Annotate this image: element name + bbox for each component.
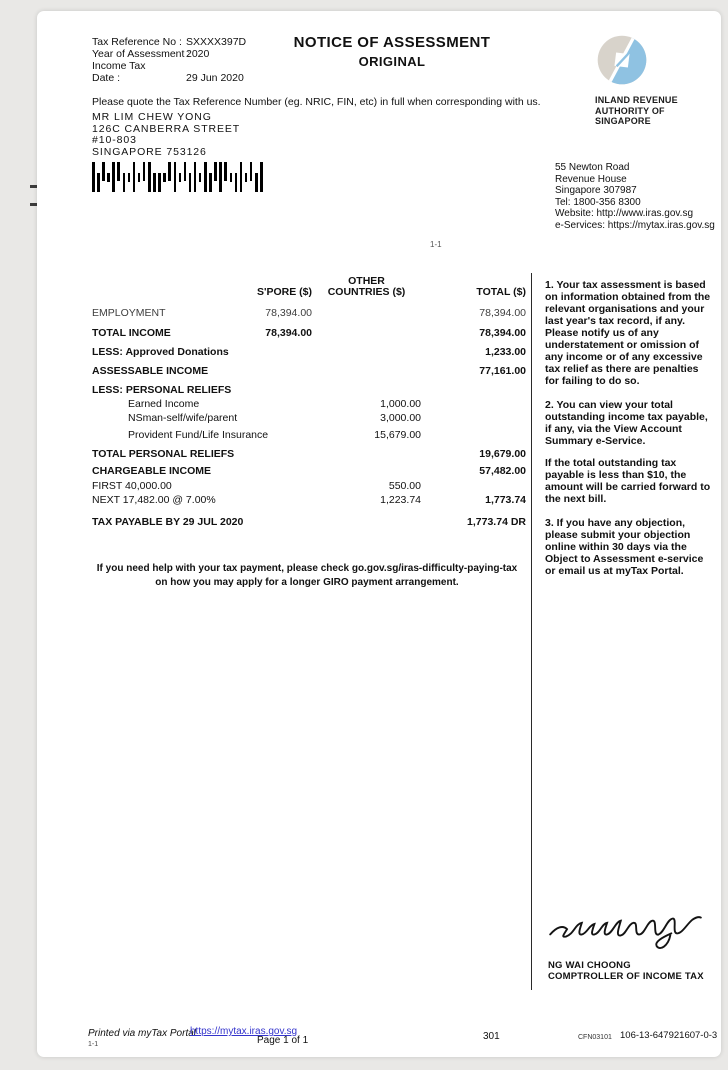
assessment-table-header (92, 276, 526, 298)
year-of-assessment-row (92, 48, 246, 60)
row-chargeable-income: CHARGEABLE INCOME 57,482.00 (92, 465, 526, 477)
signature-icon (546, 896, 704, 956)
iras-address-block (555, 162, 715, 232)
signatory-title: COMPTROLLER OF INCOME TAX (548, 971, 704, 982)
row-total-personal-reliefs: TOTAL PERSONAL RELIEFS 19,679.00 (92, 448, 526, 460)
income-tax-label: Income Tax (92, 60, 146, 72)
barcode-bar (199, 173, 202, 182)
barcode-bar (204, 162, 207, 192)
row-nsman-relief: NSman-self/wife/parent 3,000.00 (128, 412, 421, 424)
barcode-bar (245, 173, 248, 182)
iras-logo-icon (595, 33, 649, 87)
barcode-bar (133, 162, 136, 192)
barcode-bar (97, 173, 100, 192)
note-1: 1. Your tax assessment is based on information obtained from the relevant organisations and your last year's tax record, if any. Please notify us of any understatement or omission of any income or of any excessive tax relief as there are penalties for failing to do so. (545, 279, 711, 387)
note-2-sub: If the total outstanding tax payable is less than $10, the amount will be carried forward to the next bill. (545, 457, 711, 505)
mytax-portal-link[interactable]: https://mytax.iras.gov.sg (190, 1026, 298, 1037)
recipient-address (92, 112, 240, 158)
col-header-other-line2: COUNTRIES ($) (327, 286, 406, 298)
recipient-unit: #10-803 (92, 134, 137, 146)
side-notes (545, 279, 715, 589)
barcode-bar (148, 162, 151, 192)
date-label: Date : (92, 72, 121, 84)
date-row (92, 72, 246, 84)
postal-barcode (92, 161, 272, 193)
iras-address-postal: Singapore 307987 (555, 185, 637, 197)
row-tax-payable: TAX PAYABLE BY 29 JUL 2020 1,773.74 DR (92, 516, 526, 528)
printed-via-label: Printed via myTax Portal (88, 1028, 197, 1039)
notice-page (37, 11, 721, 1057)
row-total-income: TOTAL INCOME 78,394.00 78,394.00 (92, 327, 526, 339)
barcode-bar (128, 173, 131, 182)
payment-help-note (87, 562, 527, 590)
reference-number: 106-13-647921607-0-3 (620, 1030, 718, 1041)
iras-address-building: Revenue House (555, 173, 627, 185)
barcode-bar (179, 173, 182, 182)
signatory-name: NG WAI CHOONG (548, 960, 631, 971)
barcode-bar (174, 162, 177, 192)
barcode-bar (107, 173, 110, 182)
barcode-bar (123, 173, 126, 192)
note-3: 3. If you have any objection, please submit your objection online within 30 days via the Object to Assessment e-service or email us at myTax Portal. (545, 517, 704, 577)
notice-title: NOTICE OF ASSESSMENT (293, 34, 491, 51)
barcode-bar (143, 162, 146, 181)
recipient-city: SINGAPORE 753126 (92, 145, 207, 158)
tax-reference-row (92, 36, 246, 48)
notes-divider-line (531, 273, 532, 990)
barcode-bar (112, 162, 115, 192)
sheet-marker: 1-1 (430, 240, 442, 249)
barcode-bar (184, 162, 187, 181)
barcode-bar (163, 173, 166, 182)
barcode-bar (255, 173, 258, 192)
recipient-street: 126C CANBERRA STREET (92, 122, 241, 135)
doc-code: 301 (483, 1031, 500, 1042)
barcode-bar (92, 162, 95, 192)
row-less-personal-reliefs: LESS: PERSONAL RELIEFS (92, 384, 232, 396)
barcode-bar (209, 173, 212, 192)
row-first-bracket: FIRST 40,000.00 550.00 (92, 480, 421, 492)
barcode-bar (168, 162, 171, 181)
tax-reference-label: Tax Reference No : (92, 36, 182, 48)
note-2: 2. You can view your total outstanding income tax payable, if any, via the View Account Summary e-Service. (545, 399, 708, 447)
iras-phone: Tel: 1800-356 8300 (555, 196, 641, 208)
barcode-bar (102, 162, 105, 181)
barcode-bar (153, 173, 156, 192)
barcode-bar (214, 162, 217, 181)
barcode-bar (235, 173, 238, 192)
footer-sheet-marker: 1-1 (88, 1041, 99, 1048)
header-meta (92, 36, 246, 84)
signatory-block (548, 960, 704, 982)
barcode-bar (230, 173, 233, 182)
year-of-assessment-value: 2020 (186, 48, 210, 60)
iras-website: Website: http://www.iras.gov.sg (555, 208, 694, 220)
iras-address-road: 55 Newton Road (555, 162, 630, 173)
barcode-bar (189, 173, 192, 192)
barcode-bar (117, 162, 120, 181)
agency-name-line3: SINGAPORE (595, 116, 651, 126)
row-provident-fund: Provident Fund/Life Insurance 15,679.00 (128, 429, 421, 441)
notice-subtitle: ORIGINAL (358, 54, 426, 69)
iras-eservices: e-Services: https://mytax.iras.gov.sg (555, 219, 715, 231)
year-of-assessment-label: Year of Assessment : (92, 48, 191, 60)
col-header-other-line1: OTHER (348, 275, 385, 287)
barcode-bar (224, 162, 227, 181)
notice-title-block (252, 34, 532, 69)
income-tax-row (92, 60, 246, 72)
agency-name (595, 95, 678, 127)
tax-reference-value: SXXXX397D (186, 36, 247, 48)
assessment-table (92, 276, 526, 529)
barcode-bar (219, 162, 222, 192)
barcode-bar (240, 162, 243, 192)
page-number: Page 1 of 1 (257, 1035, 309, 1046)
date-value: 29 Jun 2020 (186, 72, 244, 84)
row-assessable-income: ASSESSABLE INCOME 77,161.00 (92, 365, 526, 377)
col-header-total: TOTAL ($) (476, 286, 526, 298)
barcode-bar (158, 173, 161, 192)
row-employment: EMPLOYMENT 78,394.00 78,394.00 (92, 307, 526, 319)
payment-help-line1: If you need help with your tax payment, please check go.gov.sg/iras-difficulty-paying-tax (96, 563, 518, 574)
quote-reference-notice: Please quote the Tax Reference Number (eg. NRIC, FIN, etc) in full when corresponding with us. (92, 96, 541, 108)
barcode-bar (250, 162, 253, 181)
agency-name-line1: INLAND REVENUE (595, 95, 678, 105)
row-earned-income: Earned Income 1,000.00 (128, 398, 421, 410)
recipient-name: MR LIM CHEW YONG (92, 111, 212, 123)
col-header-other (312, 276, 421, 298)
barcode-bar (260, 162, 263, 192)
cfn-code: CFN03101 (578, 1034, 612, 1041)
barcode-bar (194, 162, 197, 192)
barcode-bar (138, 173, 141, 182)
agency-name-line2: AUTHORITY OF (595, 105, 665, 116)
row-less-approved-donations: LESS: Approved Donations 1,233.00 (92, 346, 526, 358)
payment-help-line2: on how you may apply for a longer GIRO payment arrangement. (155, 577, 459, 588)
row-next-bracket: NEXT 17,482.00 @ 7.00% 1,223.74 1,773.74 (92, 494, 526, 506)
col-header-spore: S'PORE ($) (256, 286, 312, 298)
